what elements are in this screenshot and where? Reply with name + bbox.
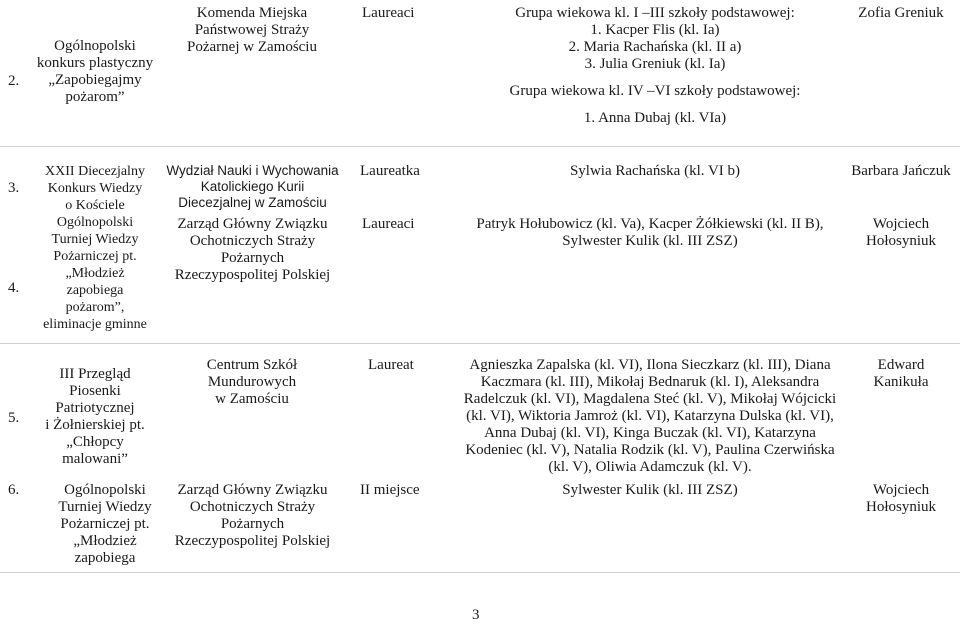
competition-name: Ogólnopolski konkurs plastyczny „Zapobiegajmy pożarom” bbox=[36, 38, 154, 105]
result: Laureaci bbox=[362, 216, 415, 232]
organizer: Zarząd Główny Związku Ochotniczych Straży Pożarnych Rzeczypospolitej Polskiej bbox=[174, 482, 331, 549]
winners-list: Sylwester Kulik (kl. III ZSZ) bbox=[562, 482, 738, 498]
winners-list: Grupa wiekowa kl. I –III szkoły podstawowej: 1. Kacper Flis (kl. Ia) 2. Maria Rachańska (kl. II a) 3. Julia Greniuk (kl. Ia) Grupa wiekowa kl. IV –VI szkoły podstawowej: 1. Anna Dubaj (kl. VIa) bbox=[509, 5, 801, 126]
result: II miejsce bbox=[360, 482, 420, 498]
teacher: Edward Kanikuła bbox=[873, 357, 929, 390]
organizer: Wydział Nauki i Wychowania Katolickiego Kurii Diecezjalnej w Zamościu bbox=[166, 163, 339, 210]
row-number: 3. bbox=[8, 180, 20, 196]
teacher: Wojciech Hołosyniuk bbox=[865, 216, 936, 249]
row-divider bbox=[0, 343, 960, 344]
result: Laureaci bbox=[362, 5, 415, 21]
teacher: Wojciech Hołosyniuk bbox=[865, 482, 936, 515]
competition-name: Ogólnopolski Turniej Wiedzy Pożarniczej pt. „Młodzież zapobiega bbox=[58, 482, 152, 566]
row-divider bbox=[0, 572, 960, 573]
row-number: 4. bbox=[8, 280, 20, 296]
page-number: 3 bbox=[472, 607, 480, 623]
winners-list: Agnieszka Zapalska (kl. VI), Ilona Sieczkarz (kl. III), Diana Kaczmara (kl. III), Mikołaj Bednaruk (kl. I), Aleksandra Radelczuk (kl. VI), Magdalena Steć (kl. V), Mikołaj Wójcicki (kl. VI), Wiktoria Jamroż (kl. VI), Katarzyna Dulska (kl. VI), Anna Dubaj (kl. VI), Kinga Buczak (kl. VI), Katarzyna Kodeniec (kl. V), Natalia Rodzik (kl. V), Paulina Czerwińska (kl. V), Oliwia Adamczuk (kl. V). bbox=[463, 357, 837, 475]
organizer: Zarząd Główny Związku Ochotniczych Straży Pożarnych Rzeczypospolitej Polskiej bbox=[174, 216, 331, 283]
competition-name: XXII Diecezjalny Konkurs Wiedzy o Kościele Ogólnopolski Turniej Wiedzy Pożarniczej pt. „Młodzież zapobiega pożarom”, eliminacje gminne bbox=[43, 164, 147, 332]
row-divider bbox=[0, 146, 960, 147]
row-number: 6. bbox=[8, 482, 20, 498]
teacher: Barbara Jańczuk bbox=[851, 163, 951, 179]
competition-name: III Przegląd Piosenki Patriotycznej i Żołnierskiej pt. „Chłopcy malowani” bbox=[45, 366, 145, 467]
result: Laureat bbox=[368, 357, 414, 373]
organizer: Centrum Szkół Mundurowych w Zamościu bbox=[206, 357, 298, 407]
teacher: Zofia Greniuk bbox=[858, 5, 944, 21]
row-number: 5. bbox=[8, 410, 20, 426]
winners-list: Sylwia Rachańska (kl. VI b) bbox=[569, 163, 741, 179]
row-number: 2. bbox=[8, 73, 20, 89]
result: Laureatka bbox=[360, 163, 420, 179]
winners-list: Patryk Hołubowicz (kl. Va), Kacper Żółkiewski (kl. II B), Sylwester Kulik (kl. III ZSZ) bbox=[476, 216, 824, 249]
organizer: Komenda Miejska Państwowej Straży Pożarnej w Zamościu bbox=[187, 5, 317, 55]
